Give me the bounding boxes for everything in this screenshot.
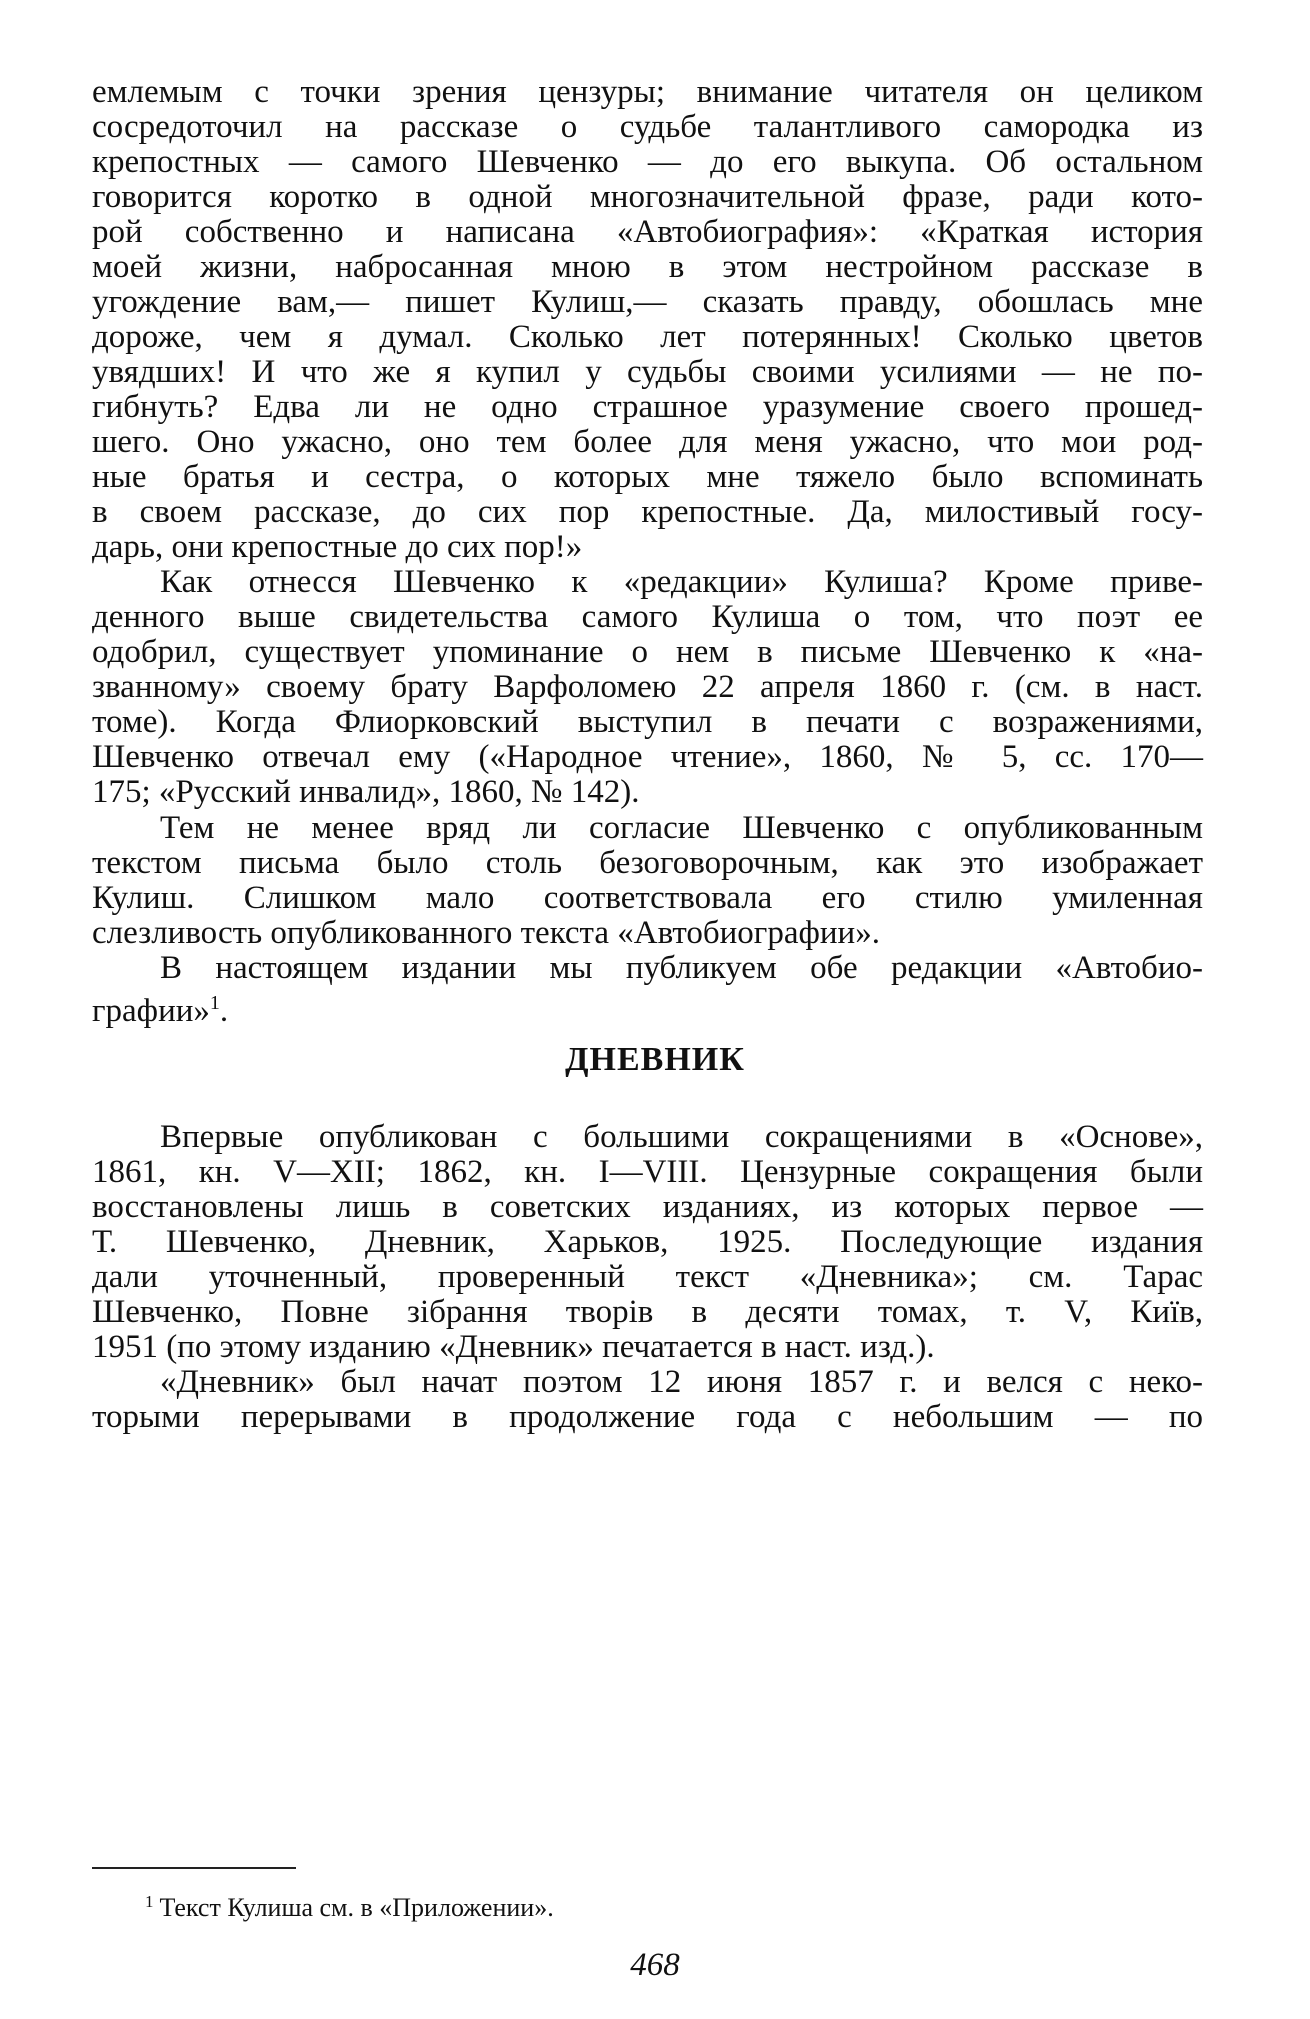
text-line: угождение вам,— пишет Кулиш,— сказать правду, обошлась мне [92, 284, 1203, 320]
text-line: дарь, они крепостные до сих пор!» [92, 529, 583, 565]
text-line: говорится коротко в одной многозначительной фразе, ради кото- [92, 179, 1203, 215]
text-line: В настоящем издании мы публикуем обе редакции «Автобио- [160, 950, 1203, 986]
text-line: рой собственно и написана «Автобиография»: «Краткая история [92, 214, 1203, 250]
page-number: 468 [630, 1947, 680, 1983]
text-line: восстановлены лишь в советских изданиях, из которых первое — [92, 1189, 1203, 1225]
text-line: дороже, чем я думал. Сколько лет потерянных! Сколько цветов [92, 319, 1203, 355]
text-line: шего. Оно ужасно, оно тем более для меня ужасно, что мои род- [92, 424, 1203, 460]
text-line: торыми перерывами в продолжение года с небольшим — по [92, 1399, 1203, 1435]
footnote-text: Текст Кулиша см. в «Приложении». [159, 1893, 554, 1922]
text-line: Кулиш. Слишком мало соответствовала его стилю умиленная [92, 880, 1203, 916]
text-line: Впервые опубликован с большими сокращениями в «Основе», [160, 1119, 1203, 1155]
text-line: емлемым с точки зрения цензуры; внимание читателя он целиком [92, 74, 1203, 110]
footnote [145, 1885, 1145, 1925]
text-line: гибнуть? Едва ли не одно страшное уразумение своего прошед- [92, 389, 1203, 425]
text-line: в своем рассказе, до сих пор крепостные. Да, милостивый госу- [92, 494, 1203, 530]
text-line: моей жизни, набросанная мною в этом нестройном рассказе в [92, 249, 1203, 285]
text-line: 1861, кн. V—XII; 1862, кн. I—VIII. Цензурные сокращения были [92, 1154, 1203, 1190]
text-line: ные братья и сестра, о которых мне тяжело было вспоминать [92, 459, 1203, 495]
text-line: сосредоточил на рассказе о судьбе талантливого самородка из [92, 109, 1203, 145]
text-line: Шевченко, Повне зібрання творів в десяти томах, т. V, Київ, [92, 1294, 1203, 1330]
text-line: денного выше свидетельства самого Кулиша о том, что поэт ее [92, 599, 1203, 635]
text-line: дали уточненный, проверенный текст «Дневника»; см. Тарас [92, 1259, 1203, 1295]
text-line: Шевченко отвечал ему («Народное чтение», 1860, № 5, сс. 170— [92, 739, 1203, 775]
footnote-reference: 1 [209, 992, 220, 1014]
text-line: Тем не менее вряд ли согласие Шевченко с опубликованным [160, 810, 1203, 846]
text-line: томе). Когда Флиорковский выступил в печати с возражениями, [92, 704, 1203, 740]
text-line: 1951 (по этому изданию «Дневник» печатается в наст. изд.). [92, 1329, 935, 1365]
footnote-divider [92, 1867, 296, 1869]
text-line: одобрил, существует упоминание о нем в письме Шевченко к «на- [92, 634, 1203, 670]
text-line: увядших! И что же я купил у судьбы своими усилиями — не по- [92, 354, 1203, 390]
text-fragment: . [219, 993, 229, 1029]
text-line: «Дневник» был начат поэтом 12 июня 1857 г. и велся с неко- [160, 1364, 1203, 1400]
text-line: 175; «Русский инвалид», 1860, № 142). [92, 774, 640, 810]
section-heading: ДНЕВНИК [565, 1041, 745, 1078]
text-line: Как отнесся Шевченко к «редакции» Кулиша? Кроме приве- [160, 564, 1203, 600]
text-line: слезливость опубликованного текста «Автобиографии». [92, 915, 880, 951]
text-line: текстом письма было столь безоговорочным, как это изображает [92, 845, 1203, 881]
text-line: званному» своему брату Варфоломею 22 апреля 1860 г. (см. в наст. [92, 669, 1203, 705]
footnote-mark: 1 [145, 1892, 154, 1911]
text-fragment: графии» [92, 993, 210, 1029]
text-line: Т. Шевченко, Дневник, Харьков, 1925. Последующие издания [92, 1224, 1203, 1260]
text-line: крепостных — самого Шевченко — до его выкупа. Об остальном [92, 144, 1203, 180]
text-line [92, 983, 1203, 1029]
